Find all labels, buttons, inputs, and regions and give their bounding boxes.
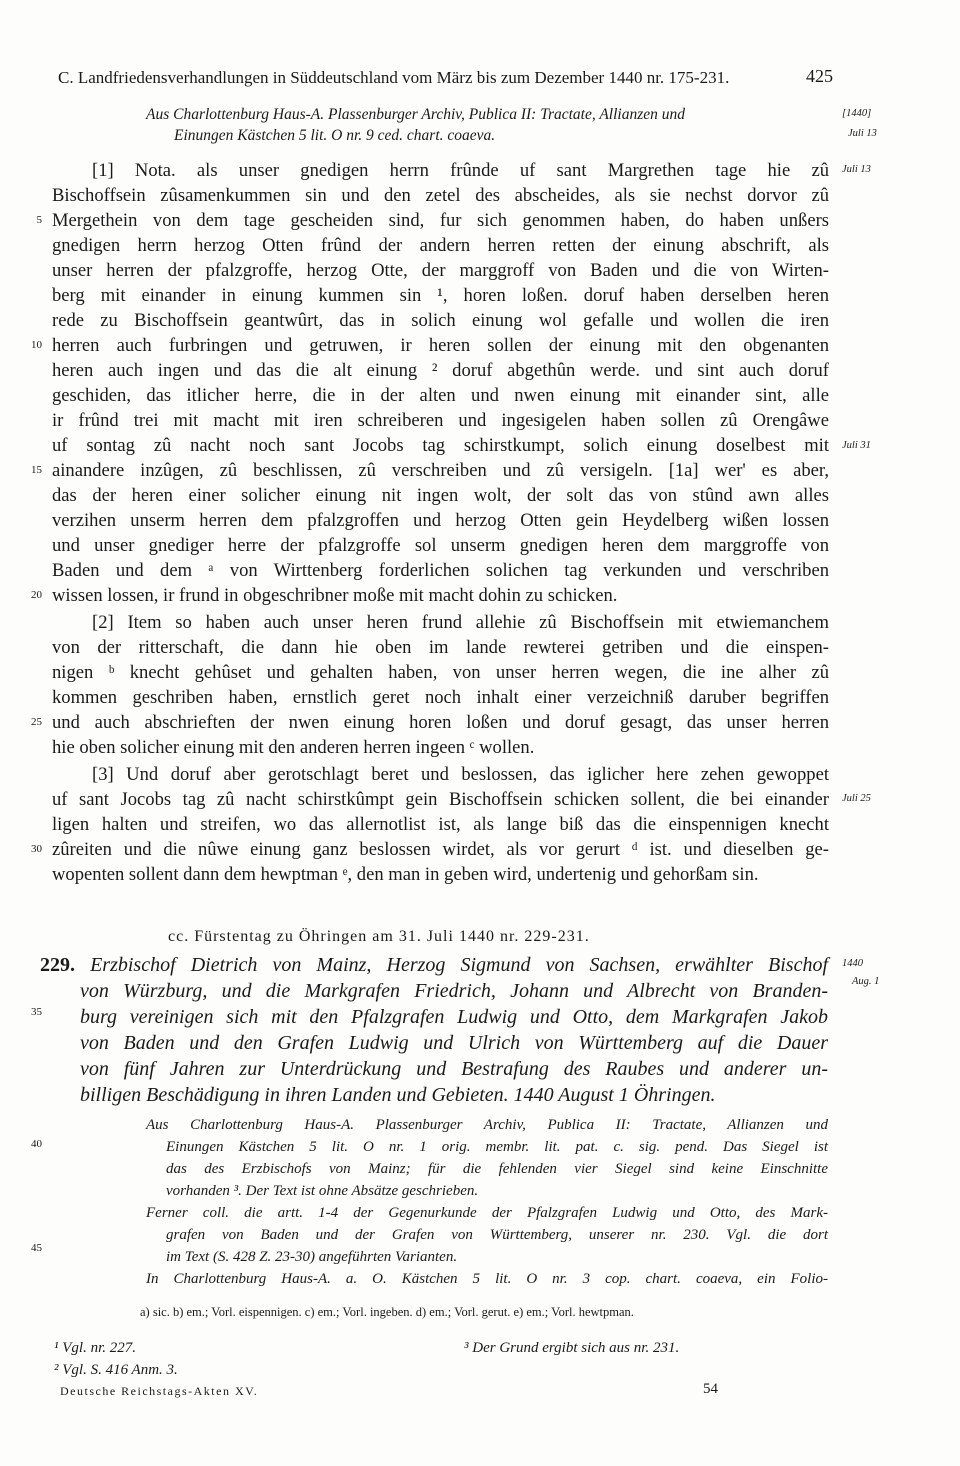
line-number: 30	[31, 843, 42, 855]
source-note-line: vorhanden ³. Der Text ist ohne Absätze geschrieben.	[166, 1183, 479, 1199]
text-line: uf sant Jocobs tag zû nacht schirstkûmpt gein Bischoffsein schicken sollent, die bei einander	[52, 789, 829, 810]
text-line: ir frûnd trei mit macht mit iren schreiberen und ingesigelen haben sollen zû Orengâwe	[52, 410, 829, 431]
line-number: 10	[31, 339, 42, 351]
source-note-line: im Text (S. 428 Z. 23-30) angeführten Varianten.	[166, 1249, 458, 1265]
source-note-line: In Charlottenburg Haus-A. a. O. Kästchen 5 lit. O nr. 3 cop. chart. coaeva, ein Folio-	[146, 1271, 828, 1287]
text-line: hie oben solicher einung mit den anderen herren ingeen ᶜ wollen.	[52, 737, 535, 758]
sheet-number: 54	[703, 1381, 718, 1397]
line-number: 40	[31, 1138, 42, 1150]
text-line: ainandere inzûgen, zû beschlissen, zû verschreiben und zû versigeln. [1a] wer' es aber,	[52, 460, 829, 481]
source-line: Aus Charlottenburg Haus-A. Plassenburger Archiv, Publica II: Tractate, Allianzen und	[146, 106, 686, 123]
text-line: Mergethein von dem tage gescheiden sind, fur sich genommen haben, do haben unßers	[52, 210, 829, 231]
doc-summary-line	[40, 954, 828, 977]
doc-summary-text: Erzbischof Dietrich von Mainz, Herzog Sigmund von Sachsen, erwählter Bischof	[90, 954, 829, 976]
margin-date: Aug. 1	[852, 976, 880, 987]
source-line: Einungen Kästchen 5 lit. O nr. 9 ced. chart. coaeva.	[174, 127, 496, 144]
footnote: ¹ Vgl. nr. 227.	[54, 1340, 137, 1356]
text-line: kommen geschriben haben, ernstlich geret noch inhalt einer verzeichniß daruber begriffen	[52, 687, 829, 708]
doc-number: 229.	[40, 954, 75, 976]
footnote: ² Vgl. S. 416 Anm. 3.	[54, 1362, 178, 1378]
text-line: geschiden, das itlicher herre, die in der alten und nwen einung mit einander sint, alle	[52, 385, 829, 406]
text-line: nigen ᵇ knecht gehûset und gehalten haben, von unser herren wegen, die ine alher zû	[52, 662, 829, 683]
text-line: Bischoffsein zûsamenkummen sin und den zetel des abscheides, als sie nechst dorvor zû	[52, 185, 829, 206]
line-number: 20	[31, 589, 42, 601]
line-number: 15	[31, 464, 42, 476]
line-number: 25	[31, 716, 42, 728]
line-number: 45	[31, 1242, 42, 1254]
text-line: [3] Und doruf aber gerotschlagt beret und beslossen, das iglicher here zehen gewoppet	[92, 764, 829, 785]
text-line: unser herren der pfalzgroffe, herzog Otte, der marggroff von Baden und die von Wirten-	[52, 260, 829, 281]
doc-summary-line: von fünf Jahren zur Unterdrückung und Bestrafung des Raubes und anderer un-	[80, 1058, 828, 1080]
text-line: berg mit einander in einung kummen sin ¹, horen loßen. doruf haben derselben heren	[52, 285, 829, 306]
margin-date: Juli 25	[842, 793, 871, 804]
doc-summary-line: billigen Beschädigung in ihren Landen und Gebieten. 1440 August 1 Öhringen.	[80, 1084, 716, 1106]
source-note-line: das des Erzbischofs von Mainz; für die fehlenden vier Siegel sind keine Einschnitte	[166, 1161, 828, 1177]
margin-date: Juli 13	[848, 128, 877, 139]
text-line: Baden und dem ᵃ von Wirttenberg forderlichen solichen tag verkunden und verschriben	[52, 560, 829, 581]
line-number: 35	[31, 1006, 42, 1018]
margin-date: 1440	[842, 958, 863, 969]
text-line: das der heren einer solicher einung nit ingen wolt, der solt das von stûnd awn alles	[52, 485, 829, 506]
footnote: ³ Der Grund ergibt sich aus nr. 231.	[464, 1340, 680, 1356]
text-line: ligen halten und streifen, wo das allernotlist ist, als lange biß das die einspennigen knecht	[52, 814, 829, 835]
margin-date: Juli 31	[842, 440, 871, 451]
series-title: Deutsche Reichstags-Akten XV.	[60, 1384, 259, 1398]
text-line: uf sontag zû nacht noch sant Jocobs tag schirstkumpt, solich einung doselbest mit	[52, 435, 829, 456]
text-line: verzihen unserm herren dem pfalzgroffen und herzog Otten gein Heydelberg wißen lossen	[52, 510, 829, 531]
doc-summary-line: von Würzburg, und die Markgrafen Friedrich, Johann und Albrecht von Branden-	[80, 980, 828, 1002]
text-line: rede zu Bischoffsein geantwûrt, das in solich einung wol gefalle und wollen die iren	[52, 310, 829, 331]
text-line: und auch abschrieften der nwen einung horen loßen und doruf gesagt, das unser herren	[52, 712, 829, 733]
text-line: zûreiten und die nûwe einung ganz beslossen wirdet, als vor gerurt ᵈ ist. und dieselben ge-	[52, 839, 829, 860]
margin-date: [1440]	[842, 108, 872, 119]
text-line: heren auch ingen und das die alt einung ² doruf abgethûn werde. und sint auch doruf	[52, 360, 829, 381]
source-note-line: Aus Charlottenburg Haus-A. Plassenburger Archiv, Publica II: Tractate, Allianzen und	[146, 1117, 828, 1133]
page-number: 425	[806, 66, 833, 86]
doc-summary-line: von Baden und den Grafen Ludwig und Ulrich von Württemberg auf die Dauer	[80, 1032, 828, 1054]
text-line: wopenten sollent dann dem hewptman ᵉ, den man in geben wird, undertenig und gehorßam sin.	[52, 864, 759, 885]
running-title: C. Landfriedensverhandlungen in Süddeutschland vom März bis zum Dezember 1440 nr. 175-231.	[58, 68, 730, 87]
text-line: herren auch furbringen und getruwen, ir heren sollen der einung mit den obgenanten	[52, 335, 829, 356]
critical-apparatus: a) sic. b) em.; Vorl. eispennigen. c) em.; Vorl. ingeben. d) em.; Vorl. gerut. e) em.; Vorl. hewtpman.	[140, 1305, 634, 1319]
doc-summary-line: burg vereinigen sich mit den Pfalzgrafen Ludwig und Otto, dem Markgrafen Jakob	[80, 1006, 828, 1028]
text-line: [2] Item so haben auch unser heren frund allehie zû Bischoffsein mit etwiemanchem	[92, 612, 829, 633]
text-line: gnedigen herrn herzog Otten frûnd der andern herren retten der einung abschrift, als	[52, 235, 829, 256]
source-note-line: Ferner coll. die artt. 1-4 der Gegenurkunde der Pfalzgrafen Ludwig und Otto, des Mark-	[146, 1205, 828, 1221]
line-number: 5	[36, 214, 42, 226]
text-line: von der ritterschaft, die dann hie oben im lande rewterei getriben und die einspen-	[52, 637, 829, 658]
text-line: wissen lossen, ir frund in obgeschribner moße mit macht dohin zu schicken.	[52, 585, 618, 606]
margin-date: Juli 13	[842, 164, 871, 175]
text-line: und unser gnediger herre der pfalzgroffe sol unserm gnedigen heren dem marggroffe von	[52, 535, 829, 556]
text-line: [1] Nota. als unser gnedigen herrn frûnde uf sant Margrethen tage hie zû	[92, 160, 829, 181]
source-note-line: grafen von Baden und der Grafen von Württemberg, unserer nr. 230. Vgl. die dort	[166, 1227, 828, 1243]
section-heading: cc. Fürstentag zu Öhringen am 31. Juli 1440 nr. 229-231.	[168, 928, 590, 945]
source-note-line: Einungen Kästchen 5 lit. O nr. 1 orig. membr. lit. pat. c. sig. pend. Das Siegel ist	[166, 1139, 828, 1155]
